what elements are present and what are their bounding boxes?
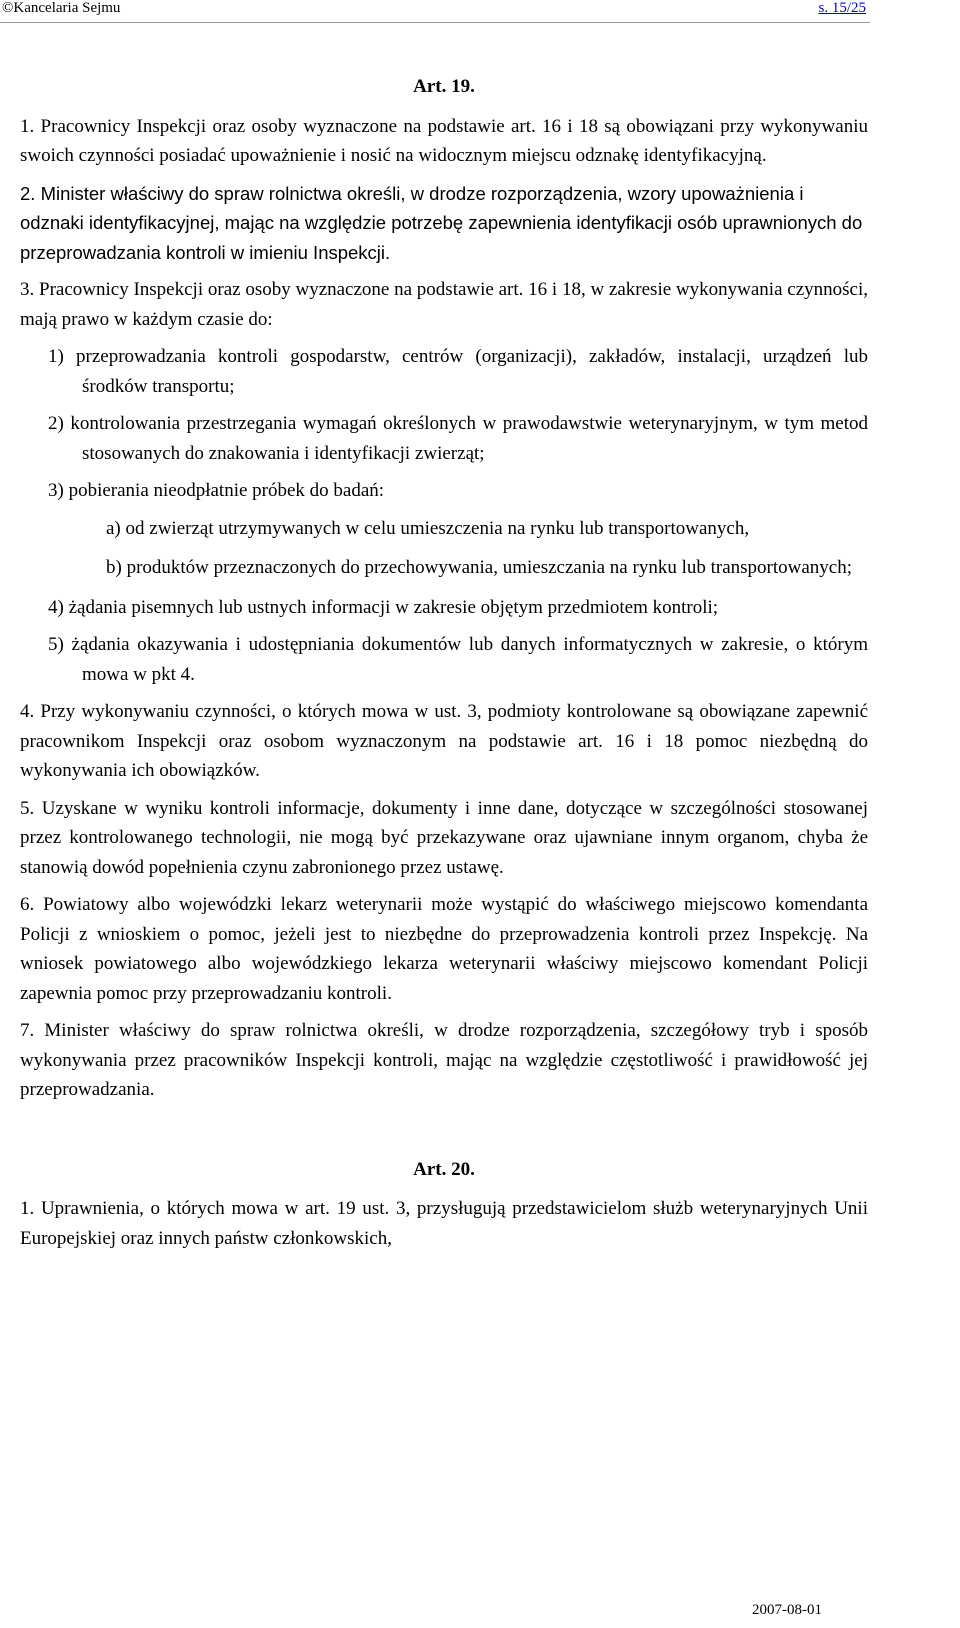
art19-paragraph-6: 6. Powiatowy albo wojewódzki lekarz weterynarii może wystąpić do właściwego miejscowo komendanta Policji z wnioskiem o pomoc, jeżeli jest to niezbędne do przeprowadzenia kontroli przez Inspekcję. Na wniosek powiatowego albo wojewódzkiego lekarza weterynarii właściwy miejscowo komendant Policji zapewnia pomoc przy przeprowadzaniu kontroli. — [20, 894, 868, 1004]
header-divider — [0, 22, 870, 23]
page-header — [0, 0, 960, 24]
article-19-title: Art. 19. — [413, 76, 475, 97]
art19-paragraph-2: 2. Minister właściwy do spraw rolnictwa określi, w drodze rozporządzenia, wzory upoważnienia i odznaki identyfikacyjnej, mając na względzie potrzebę zapewnienia identyfikacji osób uprawnionych do przeprowadzania kontroli w imieniu Inspekcji. — [20, 182, 863, 263]
art19-paragraph-7: 7. Minister właściwy do spraw rolnictwa określi, w drodze rozporządzenia, szczegółowy tryb i sposób wykonywania przez pracowników Inspekcji kontroli, mając na względzie częstotliwość i prawidłowość jej przeprowadzania. — [20, 1020, 868, 1100]
copyright-label: ©Kancelaria Sejmu — [2, 0, 121, 16]
article-20-title: Art. 20. — [413, 1158, 475, 1180]
art20-paragraph-1: 1. Uprawnienia, o których mowa w art. 19 ust. 3, przysługują przedstawicielom służb weterynaryjnych Unii Europejskiej oraz innych państw członkowskich, — [20, 1198, 868, 1249]
art19-paragraph-5: 5. Uzyskane w wyniku kontroli informacje, dokumenty i inne dane, dotyczące w szczególności stosowanej przez kontrolowanego technologii, nie mogą być przekazywane oraz ujawniane innym organom, chyba że stanowią dowód popełnienia czynu zabronionego przez ustawę. — [20, 797, 868, 878]
spacer — [20, 1113, 868, 1155]
sub-list-item: b) produktów przeznaczonych do przechowywania, umieszczania na rynku lub transportowanych; — [106, 557, 853, 578]
page-number-link[interactable]: s. 15/25 — [818, 0, 866, 16]
art19-paragraph-4: 4. Przy wykonywaniu czynności, o których mowa w ust. 3, podmioty kontrolowane są obowiązane zapewnić pracownikom Inspekcji oraz osobom wyznaczonym na podstawie art. 16 i 18 pomoc niezbędną do wykonywania ich obowiązków. — [20, 701, 868, 781]
list-item: 4) żądania pisemnych lub ustnych informacji w zakresie objętym przedmiotem kontroli; — [48, 596, 719, 618]
art19-paragraph-3: 3. Pracownicy Inspekcji oraz osoby wyznaczone na podstawie art. 16 i 18, w zakresie wykonywania czynności, mają prawo w każdym czasie do: — [20, 279, 868, 330]
sub-list-item: a) od zwierząt utrzymywanych w celu umieszczenia na rynku lub transportowanych, — [106, 517, 750, 539]
art19-paragraph-1: 1. Pracownicy Inspekcji oraz osoby wyznaczone na podstawie art. 16 i 18 są obowiązani przy wykonywaniu swoich czynności posiadać upoważnienie i nosić na widocznym miejscu odznakę identyfikacyjną. — [20, 115, 868, 166]
list-item: 2) kontrolowania przestrzegania wymagań określonych w prawodawstwie weterynaryjnym, w tym metod stosowanych do znakowania i identyfikacji zwierząt; — [48, 413, 868, 464]
list-item: 3) pobierania nieodpłatnie próbek do badań: — [48, 480, 385, 501]
footer-date: 2007-08-01 — [752, 1602, 822, 1618]
list-item: 1) przeprowadzania kontroli gospodarstw, centrów (organizacji), zakładów, instalacji, urządzeń lub środków transportu; — [48, 346, 868, 397]
document-body — [20, 72, 868, 1261]
list-item: 5) żądania okazywania i udostępniania dokumentów lub danych informatycznych w zakresie, o którym mowa w pkt 4. — [48, 634, 868, 685]
